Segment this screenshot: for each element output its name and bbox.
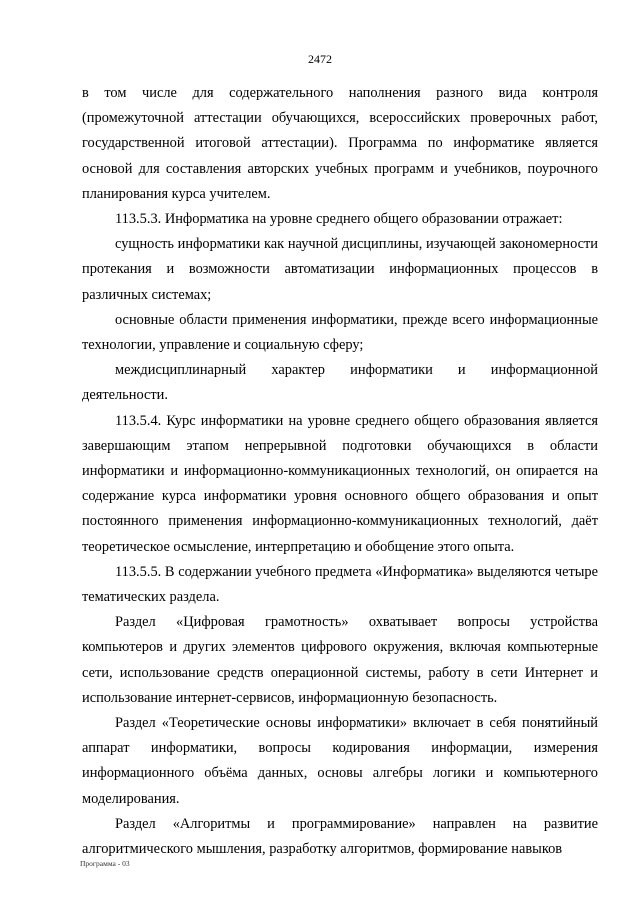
footer-mark: Программа - 03 [80, 859, 130, 868]
paragraph-interdisciplinary: междисциплинарный характер информатики и информационной деятельности. [82, 362, 598, 404]
paragraph-section-113-5-3: 113.5.3. Информатика на уровне среднего общего образовании отражает: [115, 211, 563, 228]
paragraph-essence: сущность информатики как научной дисциплины, изучающей закономерности протекания и возможности автоматизации информационных процессов в различных системах; [82, 236, 598, 303]
paragraph-continuation: в том числе для содержательного наполнения разного вида контроля (промежуточной аттестации обучающихся, всероссийских проверочных работ, государственной итоговой аттестации). Программа по информатике является основой для составления авторских учебных программ и учебников, поурочного планирования курса учителем. [82, 85, 598, 202]
paragraph-digital-literacy: Раздел «Цифровая грамотность» охватывает вопросы устройства компьютеров и других элементов цифрового окружения, включая компьютерные сети, использование средств операционной системы, работу в сети Интернет и использование интернет-сервисов, информационную безопасность. [82, 614, 598, 706]
paragraph-section-113-5-5: 113.5.5. В содержании учебного предмета «Информатика» выделяются четыре тематических раздела. [82, 563, 598, 606]
paragraph-section-113-5-4: 113.5.4. Курс информатики на уровне среднего общего образования является завершающим этапом непрерывной подготовки обучающихся в области информатики и информационно-коммуникационных технологий, он опирается на содержание курса информатики уровня основного общего образования и опыт постоянного применения информационно-коммуникационных технологий, даёт теоретическое осмысление, интерпретацию и обобщение этого опыта. [82, 412, 598, 555]
page-number: 2472 [308, 52, 332, 66]
paragraph-theoretical-foundations: Раздел «Теоретические основы информатики» включает в себя понятийный аппарат информатики, вопросы кодирования информации, измерения информационного объёма данных, основы алгебры логики и компьютерного моделирования. [82, 715, 598, 807]
paragraph-application-areas: основные области применения информатики, прежде всего информационные технологии, управление и социальную сферу; [82, 311, 598, 354]
body-text [82, 81, 598, 862]
paragraph-algorithms-programming: Раздел «Алгоритмы и программирование» направлен на развитие алгоритмического мышления, разработку алгоритмов, формирование навыков [82, 815, 598, 858]
